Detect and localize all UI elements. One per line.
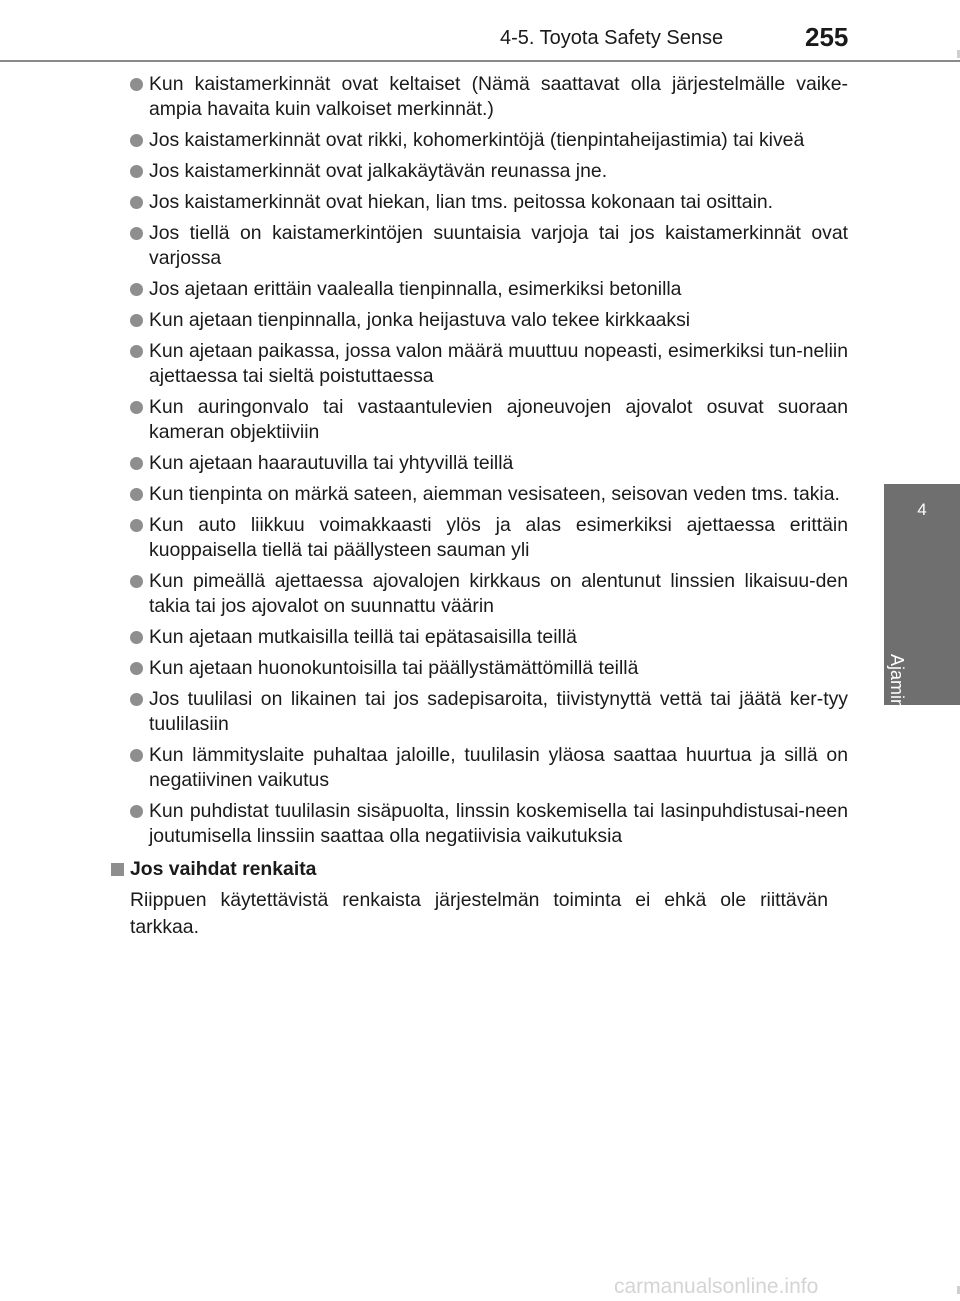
list-item-text: Kun puhdistat tuulilasin sisäpuolta, linssin koskemisella tai lasinpuhdistusai-neen joutumisella linssiin saattaa olla negatiivisia vaikutuksia (149, 800, 848, 847)
list-item-text: Kun auringonvalo tai vastaantulevien ajoneuvojen ajovalot osuvat suoraan kameran objektiiviin (149, 396, 848, 443)
section-title: 4-5. Toyota Safety Sense (500, 27, 724, 49)
list-item-text: Kun ajetaan mutkaisilla teillä tai epätasaisilla teillä (149, 626, 577, 648)
list-item-text: Kun auto liikkuu voimakkaasti ylös ja alas esimerkiksi ajettaessa erittäin kuoppaisella tiellä tai päällysteen sauman yli (149, 514, 848, 561)
list-item-text: Jos tiellä on kaistamerkintöjen suuntaisia varjoja tai jos kaistamerkinnät ovat varjossa (149, 222, 848, 269)
list-item-text: Kun pimeällä ajettaessa ajovalojen kirkkaus on alentunut linssien likaisuu-den takia tai jos ajovalot on suunnattu väärin (149, 570, 848, 617)
tire-change-section (108, 857, 848, 941)
list-item (108, 799, 848, 849)
list-item-text: Kun kaistamerkinnät ovat keltaiset (Nämä saattavat olla järjestelmälle vaike-ampia havaita kuin valkoiset merkinnät.) (149, 73, 848, 120)
bullet-icon (130, 134, 143, 147)
list-item-text: Jos tuulilasi on likainen tai jos sadepisaroita, tiivistynyttä vettä tai jäätä ker-tyy tuulilasiin (149, 688, 848, 735)
list-item-text: Jos kaistamerkinnät ovat hiekan, lian tms. peitossa kokonaan tai osittain. (149, 191, 774, 213)
list-item (108, 308, 848, 333)
bullet-icon (130, 488, 143, 501)
list-item-text: Kun ajetaan haarautuvilla tai yhtyvillä teillä (149, 452, 514, 474)
watermark: carmanualsonline.info (614, 1275, 819, 1298)
list-item-text: Kun tienpinta on märkä sateen, aiemman vesisateen, seisovan veden tms. takia. (149, 483, 840, 505)
list-item (108, 221, 848, 271)
list-item-text: Kun lämmityslaite puhaltaa jaloille, tuulilasin yläosa saattaa huurtua ja sillä on negatiivinen vaikutus (149, 744, 848, 791)
list-item (108, 625, 848, 650)
condition-list (108, 72, 848, 849)
list-item (108, 656, 848, 681)
bullet-icon (130, 457, 143, 470)
bullet-icon (130, 345, 143, 358)
bullet-icon (130, 227, 143, 240)
list-item (108, 569, 848, 619)
chapter-label: Ajaminen (887, 654, 907, 730)
list-item-text: Jos ajetaan erittäin vaalealla tienpinnalla, esimerkiksi betonilla (149, 278, 682, 300)
list-item (108, 128, 848, 153)
list-item (108, 482, 848, 507)
list-item (108, 339, 848, 389)
bullet-icon (130, 662, 143, 675)
chapter-tab[interactable] (884, 484, 960, 730)
list-item (108, 513, 848, 563)
section-heading (108, 857, 848, 882)
page-content (108, 72, 848, 941)
bullet-icon (130, 165, 143, 178)
list-item-text: Kun ajetaan paikassa, jossa valon määrä muuttuu nopeasti, esimerkiksi tun-neliin ajettaessa tai sieltä poistuttaessa (149, 340, 848, 387)
list-item (108, 72, 848, 122)
list-item (108, 190, 848, 215)
list-item (108, 743, 848, 793)
list-item (108, 277, 848, 302)
list-item-text: Jos kaistamerkinnät ovat rikki, kohomerkintöjä (tienpintaheijastimia) tai kiveä (149, 129, 805, 151)
bullet-icon (130, 196, 143, 209)
list-item (108, 687, 848, 737)
bullet-icon (130, 519, 143, 532)
bullet-icon (130, 401, 143, 414)
bullet-icon (130, 314, 143, 327)
page-header (0, 0, 960, 60)
bullet-icon (130, 693, 143, 706)
list-item-text: Kun ajetaan tienpinnalla, jonka heijastuva valo tekee kirkkaaksi (149, 309, 691, 331)
square-bullet-icon (111, 863, 124, 876)
page-number: 255 (805, 22, 849, 52)
list-item (108, 159, 848, 184)
section-heading-text: Jos vaihdat renkaita (130, 858, 317, 880)
header-divider (0, 60, 960, 62)
list-item (108, 395, 848, 445)
bullet-icon (130, 749, 143, 762)
list-item-text: Kun ajetaan huonokuntoisilla tai päällystämättömillä teillä (149, 657, 639, 679)
bullet-icon (130, 575, 143, 588)
list-item-text: Jos kaistamerkinnät ovat jalkakäytävän reunassa jne. (149, 160, 608, 182)
section-body: Riippuen käytettävistä renkaista järjestelmän toiminta ei ehkä ole riittävän tarkkaa. (130, 889, 828, 938)
bullet-icon (130, 283, 143, 296)
list-item (108, 451, 848, 476)
chapter-number: 4 (917, 500, 927, 519)
bullet-icon (130, 631, 143, 644)
bullet-icon (130, 805, 143, 818)
bullet-icon (130, 78, 143, 91)
